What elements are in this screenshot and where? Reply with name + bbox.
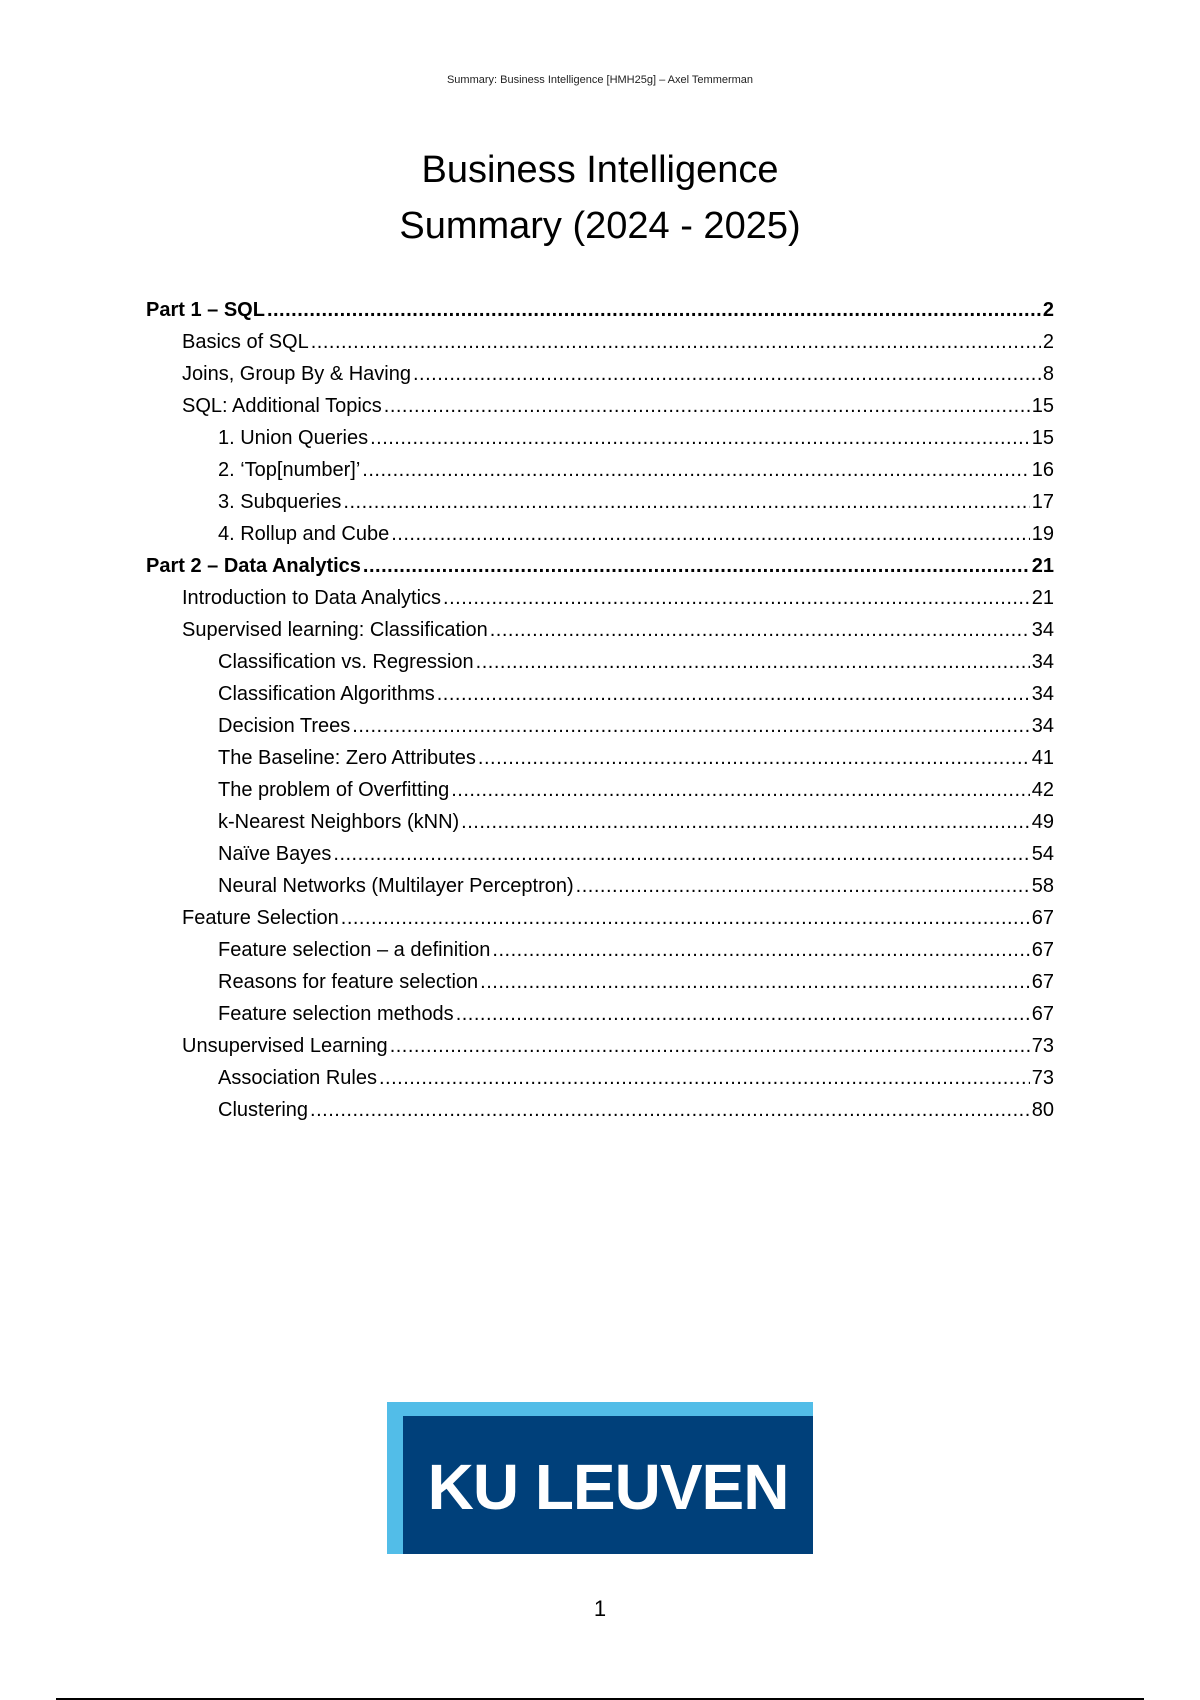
toc-entry-page: 19 — [1031, 523, 1054, 545]
toc-entry-title: Reasons for feature selection — [218, 971, 479, 993]
toc-entry-page: 15 — [1031, 395, 1054, 417]
toc-entry[interactable] — [146, 774, 1054, 806]
toc-entry[interactable] — [146, 550, 1054, 582]
running-header: Summary: Business Intelligence [HMH25g] – Axel Temmerman — [446, 74, 754, 86]
toc-entry[interactable] — [146, 1030, 1054, 1062]
toc-entry-page: 58 — [1031, 875, 1054, 897]
toc-entry-title: Feature Selection — [182, 907, 339, 929]
toc-dot-leader — [456, 998, 1030, 1030]
toc-entry[interactable] — [146, 646, 1054, 678]
toc-entry-page: 42 — [1031, 779, 1054, 801]
toc-entry[interactable] — [146, 358, 1054, 390]
table-of-contents — [146, 294, 1054, 1126]
document-title — [0, 142, 1200, 254]
document-title-line-2: Summary (2024 - 2025) — [399, 205, 801, 247]
toc-entry[interactable] — [146, 934, 1054, 966]
toc-entry-title: Introduction to Data Analytics — [182, 587, 442, 609]
toc-entry-title: Part 1 – SQL — [146, 299, 265, 321]
toc-entry-title: Association Rules — [218, 1067, 377, 1089]
toc-entry[interactable] — [146, 838, 1054, 870]
toc-dot-leader — [267, 294, 1041, 326]
toc-entry-page: 15 — [1031, 427, 1054, 449]
toc-entry[interactable] — [146, 1062, 1054, 1094]
toc-entry-title: 1. Union Queries — [218, 427, 369, 449]
toc-entry-page: 67 — [1031, 939, 1054, 961]
toc-entry[interactable] — [146, 486, 1054, 518]
ku-leuven-logo-wordmark: KU LEUVEN — [403, 1416, 813, 1554]
toc-entry-page: 2 — [1042, 331, 1054, 353]
toc-entry-title: Naïve Bayes — [218, 843, 332, 865]
toc-entry-page: 34 — [1031, 619, 1054, 641]
toc-entry-page: 2 — [1042, 299, 1054, 321]
toc-dot-leader — [391, 518, 1030, 550]
toc-dot-leader — [480, 966, 1030, 998]
toc-entry-page: 8 — [1042, 363, 1054, 385]
toc-dot-leader — [492, 934, 1029, 966]
toc-dot-leader — [576, 870, 1030, 902]
toc-entry-page: 41 — [1031, 747, 1054, 769]
page-number: 1 — [593, 1596, 607, 1621]
toc-dot-leader — [370, 422, 1030, 454]
toc-entry-title: k-Nearest Neighbors (kNN) — [218, 811, 460, 833]
toc-dot-leader — [413, 358, 1041, 390]
toc-entry[interactable] — [146, 678, 1054, 710]
toc-entry[interactable] — [146, 454, 1054, 486]
toc-dot-leader — [461, 806, 1030, 838]
toc-entry[interactable] — [146, 390, 1054, 422]
document-title-line-1: Business Intelligence — [421, 149, 779, 191]
toc-dot-leader — [478, 742, 1030, 774]
toc-entry[interactable] — [146, 582, 1054, 614]
toc-entry-page: 80 — [1031, 1099, 1054, 1121]
toc-dot-leader — [341, 902, 1030, 934]
toc-dot-leader — [443, 582, 1030, 614]
toc-entry-title: The problem of Overfitting — [218, 779, 450, 801]
toc-dot-leader — [352, 710, 1029, 742]
toc-entry-title: Decision Trees — [218, 715, 351, 737]
toc-dot-leader — [437, 678, 1030, 710]
toc-entry-page: 67 — [1031, 907, 1054, 929]
toc-entry-title: Classification vs. Regression — [218, 651, 474, 673]
toc-entry-page: 73 — [1031, 1035, 1054, 1057]
toc-entry[interactable] — [146, 518, 1054, 550]
toc-entry-title: Neural Networks (Multilayer Perceptron) — [218, 875, 574, 897]
toc-entry-page: 49 — [1031, 811, 1054, 833]
toc-entry[interactable] — [146, 966, 1054, 998]
toc-entry[interactable] — [146, 870, 1054, 902]
toc-entry-title: Feature selection – a definition — [218, 939, 491, 961]
toc-entry-page: 16 — [1031, 459, 1054, 481]
toc-entry-page: 67 — [1031, 1003, 1054, 1025]
toc-dot-leader — [343, 486, 1029, 518]
toc-entry-page: 67 — [1031, 971, 1054, 993]
toc-entry[interactable] — [146, 806, 1054, 838]
toc-dot-leader — [362, 454, 1029, 486]
toc-entry-title: SQL: Additional Topics — [182, 395, 382, 417]
toc-entry[interactable] — [146, 902, 1054, 934]
toc-entry[interactable] — [146, 614, 1054, 646]
toc-entry-title: Basics of SQL — [182, 331, 309, 353]
toc-entry[interactable] — [146, 998, 1054, 1030]
toc-entry-page: 54 — [1031, 843, 1054, 865]
toc-dot-leader — [490, 614, 1030, 646]
toc-entry-page: 17 — [1031, 491, 1054, 513]
toc-entry-title: Supervised learning: Classification — [182, 619, 488, 641]
toc-entry-page: 34 — [1031, 651, 1054, 673]
toc-dot-leader — [384, 390, 1030, 422]
toc-entry-page: 21 — [1031, 555, 1054, 577]
toc-entry-title: Part 2 – Data Analytics — [146, 555, 361, 577]
toc-entry-page: 34 — [1031, 683, 1054, 705]
toc-entry[interactable] — [146, 294, 1054, 326]
toc-dot-leader — [363, 550, 1030, 582]
toc-entry[interactable] — [146, 1094, 1054, 1126]
toc-entry-page: 73 — [1031, 1067, 1054, 1089]
toc-dot-leader — [311, 326, 1041, 358]
ku-leuven-logo — [387, 1402, 813, 1554]
toc-entry-title: Feature selection methods — [218, 1003, 454, 1025]
toc-dot-leader — [451, 774, 1030, 806]
toc-dot-leader — [379, 1062, 1030, 1094]
toc-entry-title: Unsupervised Learning — [182, 1035, 388, 1057]
toc-entry-title: Joins, Group By & Having — [182, 363, 411, 385]
toc-entry-page: 34 — [1031, 715, 1054, 737]
toc-entry-page: 21 — [1031, 587, 1054, 609]
toc-entry-title: Clustering — [218, 1099, 309, 1121]
toc-entry[interactable] — [146, 422, 1054, 454]
toc-entry-title: 2. ‘Top[number]’ — [218, 459, 361, 481]
toc-entry-title: 3. Subqueries — [218, 491, 342, 513]
toc-entry[interactable] — [146, 326, 1054, 358]
toc-entry-title: Classification Algorithms — [218, 683, 435, 705]
toc-dot-leader — [333, 838, 1029, 870]
toc-dot-leader — [310, 1094, 1030, 1126]
toc-entry-title: The Baseline: Zero Attributes — [218, 747, 476, 769]
toc-dot-leader — [476, 646, 1030, 678]
toc-entry[interactable] — [146, 742, 1054, 774]
toc-entry[interactable] — [146, 710, 1054, 742]
toc-entry-title: 4. Rollup and Cube — [218, 523, 390, 545]
toc-dot-leader — [390, 1030, 1030, 1062]
